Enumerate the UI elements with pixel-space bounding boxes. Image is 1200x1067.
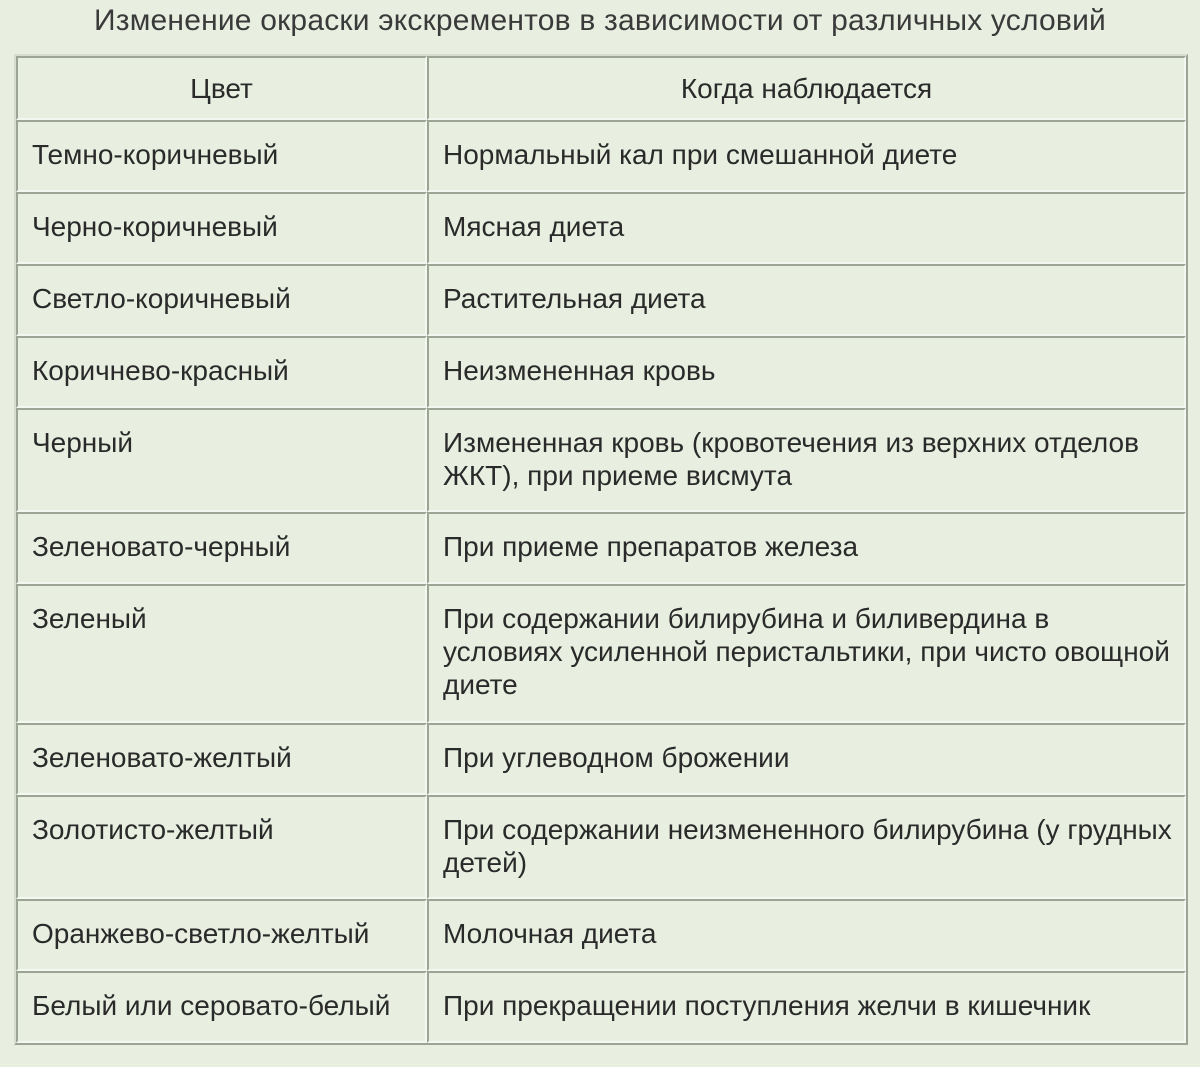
when-cell: Нормальный кал при смешанной диете (427, 120, 1186, 192)
table-row (16, 795, 1186, 899)
when-cell: Измененная кровь (кровотечения из верхних отделов ЖКТ), при приеме висмута (427, 408, 1186, 512)
when-cell: Неизмененная кровь (427, 336, 1186, 408)
table-row (16, 264, 1186, 336)
column-header-color: Цвет (16, 56, 427, 120)
when-cell: Мясная диета (427, 192, 1186, 264)
color-cell: Темно-коричневый (16, 120, 427, 192)
color-cell: Зеленовато-черный (16, 512, 427, 584)
color-cell: Черный (16, 408, 427, 512)
when-cell: Растительная диета (427, 264, 1186, 336)
table-row (16, 336, 1186, 408)
when-cell: При углеводном брожении (427, 723, 1186, 795)
color-cell: Черно-коричневый (16, 192, 427, 264)
page-title: Изменение окраски экскрементов в зависимости от различных условий (94, 4, 1106, 37)
stool-color-table (14, 54, 1188, 1045)
color-cell: Зеленый (16, 584, 427, 723)
when-cell: При содержании билирубина и биливердина в условиях усиленной перистальтики, при чисто овощной диете (427, 584, 1186, 723)
table-row (16, 512, 1186, 584)
table-row (16, 899, 1186, 971)
color-cell: Зеленовато-желтый (16, 723, 427, 795)
color-cell: Белый или серовато-белый (16, 971, 427, 1043)
when-cell: При прекращении поступления желчи в кишечник (427, 971, 1186, 1043)
table-row (16, 723, 1186, 795)
table-row (16, 192, 1186, 264)
column-header-when: Когда наблюдается (427, 56, 1186, 120)
table-row (16, 120, 1186, 192)
when-cell: При приеме препаратов железа (427, 512, 1186, 584)
table-row (16, 584, 1186, 723)
when-cell: Молочная диета (427, 899, 1186, 971)
color-cell: Коричнево-красный (16, 336, 427, 408)
table-row (16, 408, 1186, 512)
color-cell: Оранжево-светло-желтый (16, 899, 427, 971)
when-cell: При содержании неизмененного билирубина (у грудных детей) (427, 795, 1186, 899)
color-cell: Светло-коричневый (16, 264, 427, 336)
table-row (16, 971, 1186, 1043)
color-cell: Золотисто-желтый (16, 795, 427, 899)
table-header-row (16, 56, 1186, 120)
